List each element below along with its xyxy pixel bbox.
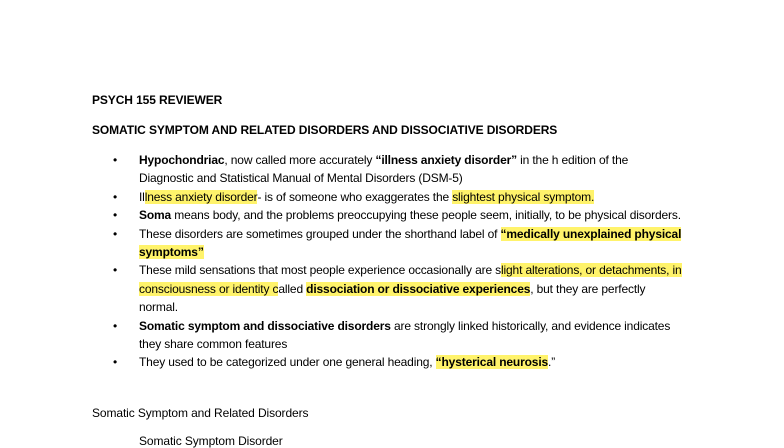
list-item: • Soma means body, and the problems preoccupying these people seem, initially, to be physical disorders.	[0, 206, 684, 224]
bullet-icon: •	[113, 226, 118, 241]
highlighted-text: lness anxiety disorder	[144, 189, 258, 204]
bullet-icon: •	[113, 263, 118, 278]
list-item: • They used to be categorized under one general heading, “hysterical neurosis.”	[0, 353, 684, 371]
section-title: SOMATIC SYMPTOM AND RELATED DISORDERS AND DISSOCIATIVE DISORDERS	[92, 123, 558, 137]
highlighted-text: “medically unexplained physical symptoms”	[139, 226, 682, 260]
list-item: • Somatic symptom and dissociative disorders are strongly linked historically, and evidence indicates they share common features	[113, 318, 671, 352]
highlighted-text: light alterations, or detachments, in consciousness or identity c	[139, 263, 682, 296]
bullet-icon: •	[113, 355, 118, 370]
list-item: • These disorders are sometimes grouped under the shorthand label of “medically unexplained physical symptoms”	[113, 226, 682, 260]
highlighted-text: “hysterical neurosis	[435, 355, 549, 370]
list-item: • Hypochondriac, now called more accurately “illness anxiety disorder” in the h edition of the Diagnostic and Statistical Manual of Mental Disorders (DSM-5)	[113, 153, 629, 186]
highlighted-text: dissociation or dissociative experiences	[306, 281, 531, 296]
list-item: • Illness anxiety disorder- is of someone who exaggerates the slightest physical symptom.	[0, 188, 684, 206]
bullet-icon: •	[113, 208, 118, 223]
list-item: • These mild sensations that most people experience occasionally are slight alterations, or detachments, in consciousness or identity called dissociation or dissociative experiences, but they are perfectly normal.	[113, 263, 682, 315]
bullet-icon: •	[113, 153, 118, 167]
bullet-icon: •	[113, 318, 118, 333]
subheading: Somatic Symptom and Related Disorders	[92, 406, 309, 420]
highlighted-text: slightest physical symptom.	[452, 189, 595, 204]
bullet-icon: •	[113, 189, 118, 204]
cutoff-heading: Somatic Symptom Disorder	[139, 434, 283, 448]
bullet-list	[0, 151, 784, 372]
course-title: PSYCH 155 REVIEWER	[92, 93, 223, 107]
